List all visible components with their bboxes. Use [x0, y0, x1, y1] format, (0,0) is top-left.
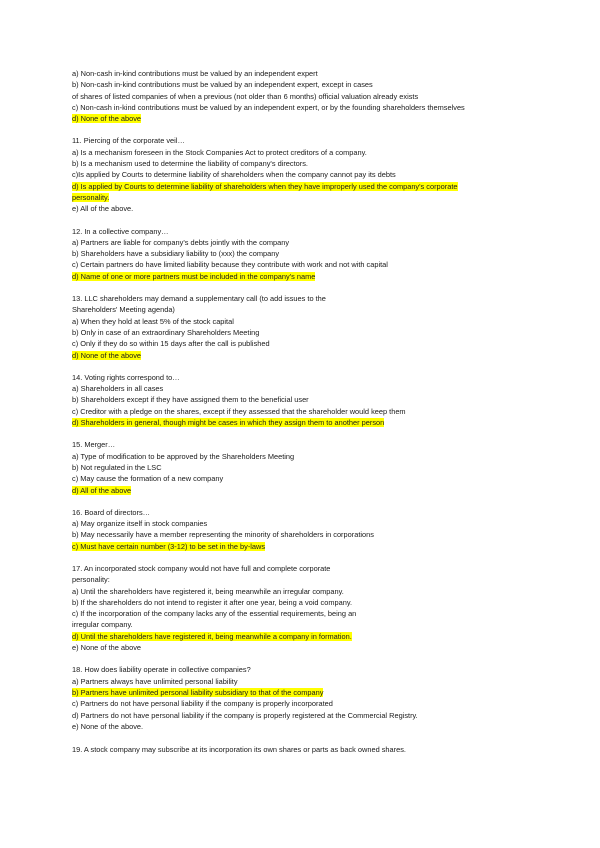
answer-option — [72, 642, 512, 653]
answer-option-text: a) Type of modification to be approved by the Shareholders Meeting — [72, 451, 295, 461]
answer-option-highlighted — [72, 192, 512, 203]
answer-option — [72, 518, 512, 529]
answer-option — [72, 68, 512, 79]
question-block-continued — [72, 68, 512, 124]
answer-option — [72, 394, 512, 405]
question-block — [72, 563, 512, 653]
answer-option-text: c) Non-cash in-kind contributions must be valued by an independent expert, or by the founding shareholders themselves — [72, 102, 465, 112]
answer-option-highlighted — [72, 631, 512, 642]
question-block — [72, 226, 512, 282]
answer-option-text: d) Until the shareholders have registered it, being meanwhile a company in formation. — [72, 631, 352, 641]
question-title: 17. An incorporated stock company would not have full and complete corporate — [72, 563, 331, 573]
question-title: 13. LLC shareholders may demand a supplementary call (to add issues to the — [72, 294, 326, 304]
answer-option-text: b) Not regulated in the LSC — [72, 462, 162, 472]
answer-option-highlighted — [72, 113, 512, 124]
answer-option-text: b) Shareholders have a subsidiary liability to (xxx) the company — [72, 249, 280, 259]
answer-option-highlighted — [72, 541, 512, 552]
answer-option — [72, 248, 512, 259]
question-title: 15. Merger… — [72, 440, 116, 450]
answer-option-text: a) Partners are liable for company's debts jointly with the company — [72, 237, 290, 247]
answer-option-text: c) Certain partners do have limited liability because they contribute with work and not with capital — [72, 260, 388, 270]
answer-option-text: d) Is applied by Courts to determine liability of shareholders when they have improperly used the company's corporate — [72, 181, 458, 191]
question-title: Shareholders' Meeting agenda) — [72, 305, 175, 315]
answer-option-text: d) None of the above — [72, 114, 142, 124]
question-title: personality: — [72, 575, 110, 585]
answer-option-highlighted — [72, 350, 512, 361]
answer-option — [72, 721, 512, 732]
question-block — [72, 507, 512, 552]
answer-option-highlighted — [72, 271, 512, 282]
answer-option-text: d) None of the above — [72, 350, 142, 360]
answer-option — [72, 619, 512, 630]
question-block — [72, 293, 512, 361]
answer-option-text: d) Partners do not have personal liability if the company is properly registered at the Commercial Registry. — [72, 710, 418, 720]
answer-option — [72, 316, 512, 327]
answer-option — [72, 698, 512, 709]
question-title: 11. Piercing of the corporate veil… — [72, 136, 185, 146]
answer-option — [72, 608, 512, 619]
answer-option — [72, 327, 512, 338]
question-block — [72, 664, 512, 732]
answer-option-text: d) All of the above — [72, 485, 132, 495]
answer-option — [72, 462, 512, 473]
answer-option-text: a) Shareholders in all cases — [72, 384, 164, 394]
answer-option-text: b) If the shareholders do not intend to register it after one year, being a void company. — [72, 597, 353, 607]
answer-option — [72, 147, 512, 158]
answer-option — [72, 91, 512, 102]
answer-option-text: c) Must have certain number (3-12) to be set in the by-laws — [72, 541, 266, 551]
question-title: 16. Board of directors… — [72, 507, 151, 517]
question-title: 12. In a collective company… — [72, 226, 169, 236]
question-title: 14. Voting rights correspond to… — [72, 372, 180, 382]
answer-option — [72, 158, 512, 169]
answer-option-highlighted — [72, 417, 512, 428]
answer-option — [72, 237, 512, 248]
answer-option — [72, 710, 512, 721]
answer-option-text: e) None of the above — [72, 643, 142, 653]
answer-option-text: a) Partners always have unlimited personal liability — [72, 676, 238, 686]
answer-option-text: d) Name of one or more partners must be included in the company's name — [72, 271, 316, 281]
answer-option-text: a) May organize itself in stock companies — [72, 519, 208, 529]
answer-option-text: b) Non-cash in-kind contributions must be valued by an independent expert, except in cases — [72, 80, 373, 90]
answer-option-text: c) Only if they do so within 15 days after the call is published — [72, 339, 270, 349]
answer-option — [72, 473, 512, 484]
answer-option-text: b) Partners have unlimited personal liability subsidiary to that of the company — [72, 687, 324, 697]
answer-option-text: b) Is a mechanism used to determine the liability of company's directors. — [72, 159, 308, 169]
answer-option — [72, 586, 512, 597]
answer-option-text: a) Until the shareholders have registered it, being meanwhile an irregular company. — [72, 586, 344, 596]
answer-option-text: of shares of listed companies of when a previous (not older than 6 months) official valuation already exists — [72, 91, 419, 101]
answer-option — [72, 406, 512, 417]
answer-option-text: personality. — [72, 192, 110, 202]
answer-option-highlighted — [72, 687, 512, 698]
answer-option — [72, 676, 512, 687]
answer-option-text: b) May necessarily have a member representing the minority of shareholders in corporations — [72, 530, 374, 540]
answer-option — [72, 597, 512, 608]
answer-option-text: c) Creditor with a pledge on the shares, except if they assessed that the shareholder would keep them — [72, 406, 406, 416]
answer-option — [72, 383, 512, 394]
answer-option — [72, 203, 512, 214]
answer-option-text: c) May cause the formation of a new company — [72, 474, 224, 484]
answer-option-text: b) Shareholders except if they have assigned them to the beneficial user — [72, 395, 309, 405]
question-block — [72, 439, 512, 495]
question-title: 18. How does liability operate in collective companies? — [72, 665, 251, 675]
answer-option — [72, 169, 512, 180]
answer-option-text: a) Non-cash in-kind contributions must be valued by an independent expert — [72, 69, 318, 78]
answer-option — [72, 259, 512, 270]
answer-option — [72, 451, 512, 462]
answer-option-text: a) When they hold at least 5% of the stock capital — [72, 316, 234, 326]
answer-option-highlighted — [72, 485, 512, 496]
answer-option-text: c) If the incorporation of the company lacks any of the essential requirements, being an — [72, 609, 357, 619]
question-title: 19. A stock company may subscribe at its incorporation its own shares or parts as back owned shares. — [72, 745, 406, 755]
question-list — [72, 68, 512, 766]
question-block — [72, 135, 512, 214]
answer-option-highlighted — [72, 181, 512, 192]
answer-option-text: c)Is applied by Courts to determine liability of shareholders when the company cannot pay its debts — [72, 170, 396, 180]
answer-option — [72, 79, 512, 90]
answer-option-text: a) Is a mechanism foreseen in the Stock Companies Act to protect creditors of a company. — [72, 147, 367, 157]
answer-option-text: b) Only in case of an extraordinary Shareholders Meeting — [72, 327, 260, 337]
answer-option — [72, 529, 512, 540]
question-block — [72, 744, 512, 755]
answer-option — [72, 102, 512, 113]
answer-option-text: d) Shareholders in general, though might be cases in which they assign them to another person — [72, 418, 385, 428]
answer-option — [72, 338, 512, 349]
answer-option-text: e) None of the above. — [72, 721, 144, 731]
answer-option-text: irregular company. — [72, 620, 133, 630]
question-block — [72, 372, 512, 428]
answer-option-text: e) All of the above. — [72, 204, 134, 214]
answer-option-text: c) Partners do not have personal liability if the company is properly incorporated — [72, 699, 333, 709]
